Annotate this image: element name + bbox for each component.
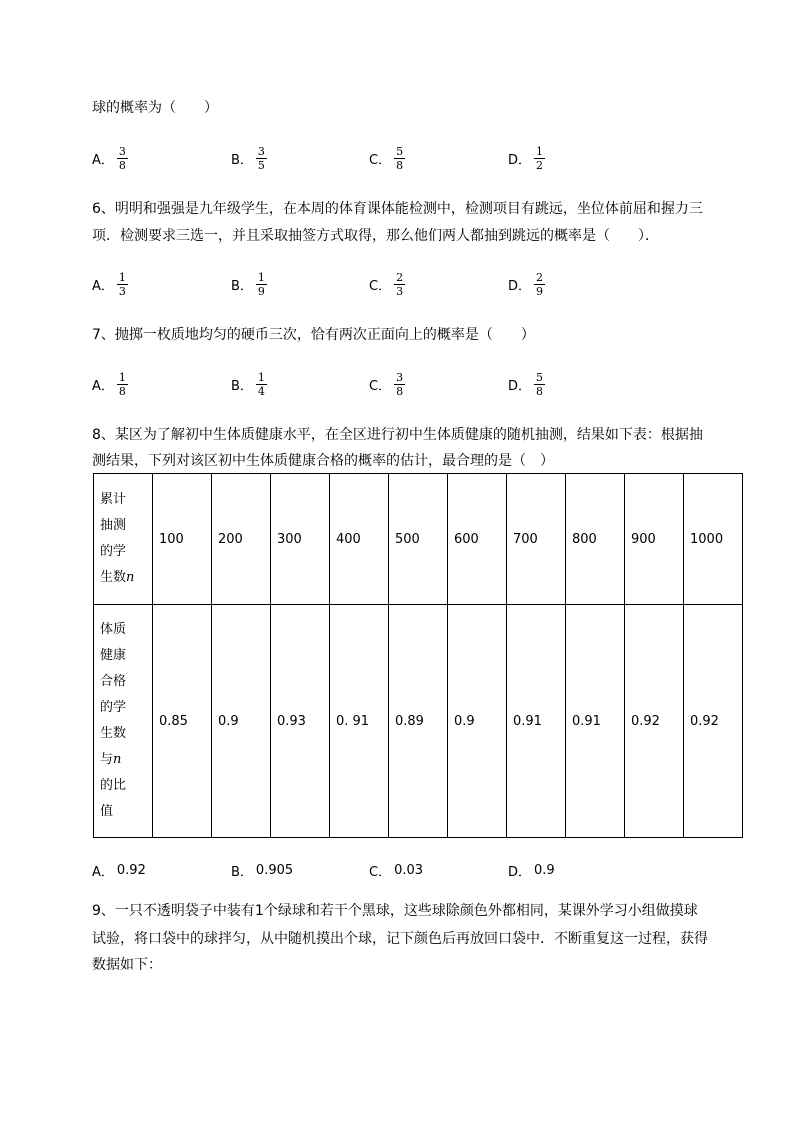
table-cell: 600 [448, 474, 507, 605]
fraction [256, 145, 267, 172]
option-label: D． [508, 278, 532, 294]
numerator: 3 [118, 144, 126, 158]
denominator: 9 [536, 284, 544, 298]
table-cell: 500 [389, 474, 448, 605]
q5-option-b[interactable] [231, 140, 267, 176]
q7-option-d[interactable] [508, 366, 545, 402]
header-line: 的比 [100, 778, 127, 793]
q7-stem: 7、抛掷一枚质地均匀的硬币三次，恰有两次正面向上的概率是（ ） [92, 327, 535, 343]
header-line: 的学 [100, 700, 127, 715]
table-row-sample-count [94, 474, 743, 605]
q6-stem-line1: 6、明明和强强是九年级学生，在本周的体育课体能检测中，检测项目有跳远，坐位体前屈和握力三 [92, 201, 703, 217]
header-line: 体质 [100, 622, 127, 637]
option-label: D． [508, 864, 532, 880]
numerator: 1 [118, 370, 126, 384]
denominator: 3 [118, 284, 126, 298]
denominator: 8 [396, 158, 404, 172]
table-cell: 700 [507, 474, 566, 605]
header-text: 与 [100, 752, 114, 767]
q5-option-c[interactable] [369, 140, 405, 176]
row-header-pass-ratio [94, 605, 153, 838]
denominator: 8 [118, 158, 126, 172]
q8-option-c[interactable] [369, 852, 423, 888]
fraction [534, 271, 545, 298]
denominator: 8 [396, 384, 404, 398]
table-cell: 200 [212, 474, 271, 605]
table-cell: 0.91 [507, 605, 566, 838]
denominator: 9 [257, 284, 265, 298]
fraction [394, 271, 405, 298]
denominator: 4 [257, 384, 265, 398]
fraction [394, 371, 405, 398]
q5-option-a[interactable] [92, 140, 128, 176]
numerator: 3 [257, 144, 265, 158]
option-label: B． [231, 864, 253, 880]
option-label: A． [92, 864, 114, 880]
option-label: C． [369, 378, 392, 394]
table-cell: 0. 91 [330, 605, 389, 838]
table-cell: 800 [566, 474, 625, 605]
numerator: 2 [396, 270, 404, 284]
option-value: 0.9 [534, 862, 555, 878]
option-label: C． [369, 278, 392, 294]
q7-options [92, 366, 692, 402]
header-line: 合格 [100, 674, 127, 689]
q6-options [92, 266, 692, 302]
option-label: A． [92, 278, 114, 294]
option-label: B． [231, 378, 253, 394]
numerator: 5 [536, 370, 544, 384]
denominator: 5 [257, 158, 265, 172]
option-label: D． [508, 378, 532, 394]
variable-n: n [113, 752, 122, 767]
denominator: 8 [536, 384, 544, 398]
numerator: 1 [118, 270, 126, 284]
q6-option-b[interactable] [231, 266, 267, 302]
q8-option-a[interactable] [92, 852, 146, 888]
data-table [93, 473, 743, 838]
option-label: A． [92, 378, 114, 394]
header-line [100, 747, 146, 773]
denominator: 2 [536, 158, 544, 172]
fraction [117, 145, 128, 172]
q8-option-b[interactable] [231, 852, 293, 888]
option-label: B． [231, 152, 253, 168]
q8-stem-line2: 测结果，下列对该区初中生体质健康合格的概率的估计，最合理的是（ ） [92, 453, 554, 469]
q9-stem-line2: 试验，将口袋中的球拌匀，从中随机摸出个球，记下颜色后再放回口袋中．不断重复这一过程，获得 [92, 931, 708, 947]
option-value: 0.92 [116, 862, 146, 878]
q8-options [92, 852, 692, 888]
option-label: D． [508, 152, 532, 168]
table-cell: 0.85 [153, 605, 212, 838]
q8-stem-line1: 8、某区为了解初中生体质健康水平，在全区进行初中生体质健康的随机抽测，结果如下表：根据抽 [92, 427, 703, 443]
table-cell: 0.9 [448, 605, 507, 838]
q7-option-b[interactable] [231, 366, 267, 402]
header-line: 抽测 [100, 518, 127, 533]
option-value: 0.905 [255, 862, 294, 878]
q6-option-a[interactable] [92, 266, 128, 302]
header-line: 值 [100, 804, 114, 819]
fraction [117, 271, 128, 298]
numerator: 5 [396, 144, 404, 158]
q6-option-c[interactable] [369, 266, 405, 302]
q7-option-a[interactable] [92, 366, 128, 402]
table-cell: 0.91 [566, 605, 625, 838]
numerator: 1 [536, 144, 544, 158]
numerator: 1 [257, 270, 265, 284]
q5-options [92, 140, 692, 176]
fraction [256, 371, 267, 398]
numerator: 3 [396, 370, 404, 384]
numerator: 1 [257, 370, 265, 384]
header-line: 累计 [100, 492, 127, 507]
table-cell: 300 [271, 474, 330, 605]
fraction [534, 145, 545, 172]
q5-stem-tail: 球的概率为（ ） [92, 100, 218, 116]
q5-option-d[interactable] [508, 140, 545, 176]
denominator: 8 [118, 384, 126, 398]
q9-stem-line3: 数据如下： [92, 957, 162, 973]
fraction [394, 145, 405, 172]
q6-stem-line2: 项．检测要求三选一，并且采取抽签方式取得，那么他们两人都抽到跳远的概率是（ ）． [92, 228, 659, 244]
fraction [117, 371, 128, 398]
table-cell: 0.89 [389, 605, 448, 838]
q8-option-d[interactable] [508, 852, 555, 888]
table-cell: 1000 [684, 474, 743, 605]
table-cell: 0.9 [212, 605, 271, 838]
fraction [534, 371, 545, 398]
fraction [256, 271, 267, 298]
table-cell: 900 [625, 474, 684, 605]
table-row-pass-ratio [94, 605, 743, 838]
denominator: 3 [396, 284, 404, 298]
q6-option-d[interactable] [508, 266, 545, 302]
row-header-sample-count [94, 474, 153, 605]
header-line [100, 565, 146, 591]
q7-option-c[interactable] [369, 366, 405, 402]
numerator: 2 [536, 270, 544, 284]
option-label: C． [369, 864, 392, 880]
option-label: B． [231, 278, 253, 294]
option-value: 0.03 [394, 862, 424, 878]
q9-stem-line1: 9、一只不透明袋子中装有1个绿球和若干个黑球，这些球除颜色外都相同，某课外学习小组做摸球 [92, 903, 698, 919]
table-cell: 400 [330, 474, 389, 605]
table-cell: 0.92 [684, 605, 743, 838]
option-label: A． [92, 152, 114, 168]
header-line: 健康 [100, 648, 127, 663]
header-line: 生数 [100, 726, 127, 741]
table-cell: 0.92 [625, 605, 684, 838]
header-text: 生数 [100, 570, 127, 585]
header-line: 的学 [100, 544, 127, 559]
option-label: C． [369, 152, 392, 168]
variable-n: n [126, 570, 135, 585]
table-cell: 0.93 [271, 605, 330, 838]
table-cell: 100 [153, 474, 212, 605]
